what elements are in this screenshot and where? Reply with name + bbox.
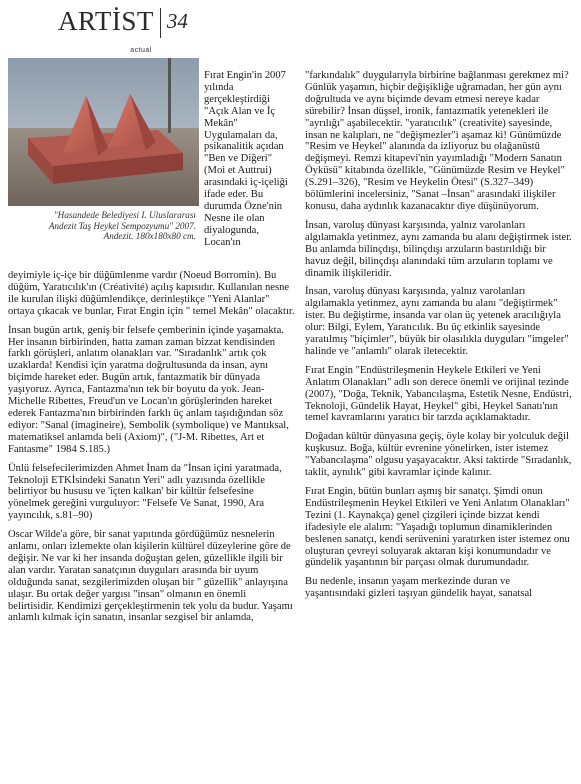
right-paragraph-2: İnsan, varoluş dünyası karşısında, yalnız varolanları algılamakla yetinmez, aynı zamanda bu alanı değiştirmek ister. Bu anlamda bilinçdışı, bilinçdışı arzuların bastırıldığı bir havuz değil, bilinçdışı alanındaki tüm arzuların toplamı ve dinamik ilişkileridir. bbox=[305, 219, 572, 279]
masthead-divider bbox=[160, 8, 161, 38]
photo-caption bbox=[20, 210, 196, 242]
left-paragraph-4: Oscar Wilde'a göre, bir sanat yapıtında gördüğümüz nesnelerin anlamı, onları izlemekte olan kişilerin kültürel düzeylerine göre de değişir. Ne var ki her insanda doğuştan gelen, güzellikle ilgili bir alan vardır. Yaratan sanatçının duyguları arasında bir uyum olduğunda sanat, sezgilerimizden oluşan bir " güzellik" anlayışına ulaşır. Bu ortak değer yargısı "insan" olmanın en önemli belirtisidir. Kendimizi gerçekleştirmenin tek yolu da budur. Yaşamı anlamlı kılmak için sanatın, insanlar sezgisel bir anlamda, bbox=[8, 529, 293, 624]
right-paragraph-7: Bu nedenle, insanın yaşam merkezinde duran ve yaşantısındaki gizleri taşıyan gündelik hayat, sanatsal bbox=[305, 576, 533, 600]
left-paragraph-1: deyimiyle iç-içe bir düğümlenme vardır (Noeud Borromin). Bu düğüm, Yaratıcılık'ın (Créativité) açılış kapısıdır. Kullanılan nesne ile kurulan ilişki düğümlendikçe, derinleştikçe "Yeni Alanlar" ortaya çıkacak ve bunlar, Fırat Engin için " temel Mekân" olacaktır. bbox=[8, 270, 295, 317]
left-column bbox=[8, 270, 295, 631]
caption-line-3: Andezit. 180x180x80 cm. bbox=[103, 231, 196, 241]
sculpture-photo bbox=[8, 58, 199, 206]
magazine-name: ARTİST bbox=[58, 6, 154, 36]
caption-line-1: "Hasandede Belediyesi I. Uluslararası bbox=[53, 210, 196, 220]
magazine-logo bbox=[58, 6, 154, 54]
right-paragraph-6: Fırat Engin, bütün bunları aşmış bir sanatçı. Şimdi onun Endüstrileşmenin Heykel Etkileri ve Yeni Anlatım Olanakları" Tezini (1. Kaynakça) genel çizgileri içinde bizzat kendi ifadesiyle ele alalım: "Yaşadığı toplumun dinamiklerinden beslenen sanatçı, kendi serüvenini yaratırken ister istemez onu oluşturan çevreyi soluyarak aktaran kişi konumundadır ve gündelik yaşantının bir parçası olmak durumundadır. bbox=[305, 486, 570, 569]
left-paragraph-2: İnsan bugün artık, geniş bir felsefe çemberinin içinde yaşamakta. Her insanın birbirinden, hatta zaman zaman bizzat kendisinden farklı görüşleri, anlatım olanakları var. "Sıradanlık" artık çok uzaklarda! Kendisi için yaratma doğrultusunda da insan, aynı biçimde hareket eder. Bugün artık, fantazmatik bir dünyada yaşıyoruz. Ayrıca, Fantazma'nın tek bir boyutu da yok. Jean-Michelle Ribettes, Freud'un ve Locan'ın görüşlerinden hareket ederek Fantazma'nın birbirinden farklı üç anlam taşıdığından söz ediyor: "Sanal (imagineire), Sembolik (symbolique) ve Mantıksal, matematiksel anlamda beli (Axiom)", ("J-M. Ribettes, Art et Fantasme" 1984 S.185.) bbox=[8, 324, 289, 455]
sculpture-photo-image bbox=[8, 58, 199, 206]
right-paragraph-4: Fırat Engin "Endüstrileşmenin Heykele Etkileri ve Yeni Anlatım Olanakları" adlı son derece önemli ve orijinal tezinde (2007), "Doğa, Teknik, Yabancılaşma, Estetik Nesne, Endüstri, Teknoloji, Gündelik Hayat, Heykel" gibi, Heykel Sanatı'nın temel kavramlarını yaratıcı bir tarzda açıklamaktadır. bbox=[305, 364, 572, 424]
right-column bbox=[305, 70, 573, 607]
intro-paragraph: Fırat Engin'in 2007 yılında gerçekleştirdiği "Açık Alan ve İç Mekân" Uygulamaları da, psikanalitik açıdan "Ben ve Diğeri" (Moi et Auttrui) arasındaki iç-içeliği ifade eder. Bu durumda Özne'nin Nesne ile olan diyalogunda, Locan'ın bbox=[204, 70, 288, 248]
right-paragraph-5: Doğadan kültür dünyasına geçiş, öyle kolay bir yolculuk değil kuşkusuz. Boğa, kültür evrenine yönelirken, ister istemez "Yabancılaşma" olgusu yaşayacaktır. Aksi taktirde "Sıradanlık, taklit, aynılık" gibi kavramlar içinde kalınır. bbox=[305, 431, 572, 479]
masthead bbox=[58, 6, 188, 54]
left-paragraph-3: Ünlü felsefecilerimizden Ahmet İnam da "İnsan içini yaratmada, Teknoloji ETKİsindeki Sanatın Yeri" adlı yazısında özellikle belirtiyor bu hususu ve 'içten kalkan' bir kültür felsefesine yönelmek gereğini vurguluyor: "Felsefe Ve Sanat, 1990, Ara yayıncılık, s.81–90) bbox=[8, 462, 282, 522]
caption-line-2: Andezit Taş Heykel Sempozyumu" 2007. bbox=[48, 220, 196, 231]
page-number: 34 bbox=[166, 9, 188, 33]
right-paragraph-1: "farkındalık" duygularıyla birbirine bağlanması gerekmez mi? Günlük yaşamın, hiçbir değişikliğe uğramadan, her gün aynı doğrultuda ve aynı biçimde devam etmesi nereye kadar sürebilir? İnsan düşsel, ironik, fantazmatik yetenekleri ile "ayrılığı" aşabilecektir. "yaratıcılık" (creativite) sayesinde, insan ne kalıpları, ne "değişmezler"i aşamaz ki! Günümüzde "Resim ve Heykel" alanında da izliyoruz bu olağanüstü değişmeyi. Remzi kitapevi'nin yayımladığı "Modern Sanatın Öyküsü" kitabında özellikle, "Günümüzde Resim ve Heykel" (S.291–326), "Resim ve Heykelin Ötesi" (S.327–349) bölümlerini incelersiniz, "Sanat –İnsan" arasındaki ilişkiler konusu, daha aydınlık kazanacaktır diye düşünüyorum. bbox=[305, 70, 569, 212]
intro-column bbox=[204, 70, 294, 249]
right-paragraph-3: İnsan, varoluş dünyası karşısında, yalnız varolanları algılamakla yetinmez, aynı zamanda bu alanı "değiştirmek" ister. Bu değiştirme, insanda var olan üç yetenek aracılığıyla olur: Bilgi, Eylem, Yaratıcılık. Bu üç etkinlik sayesinde yaratılmış "biçimler", büyük bir olasılıkla duyguları "imgeler" halinde ve "anlamlı" olarak iletecektir. bbox=[305, 286, 569, 357]
magazine-subtitle: actual bbox=[130, 47, 152, 54]
